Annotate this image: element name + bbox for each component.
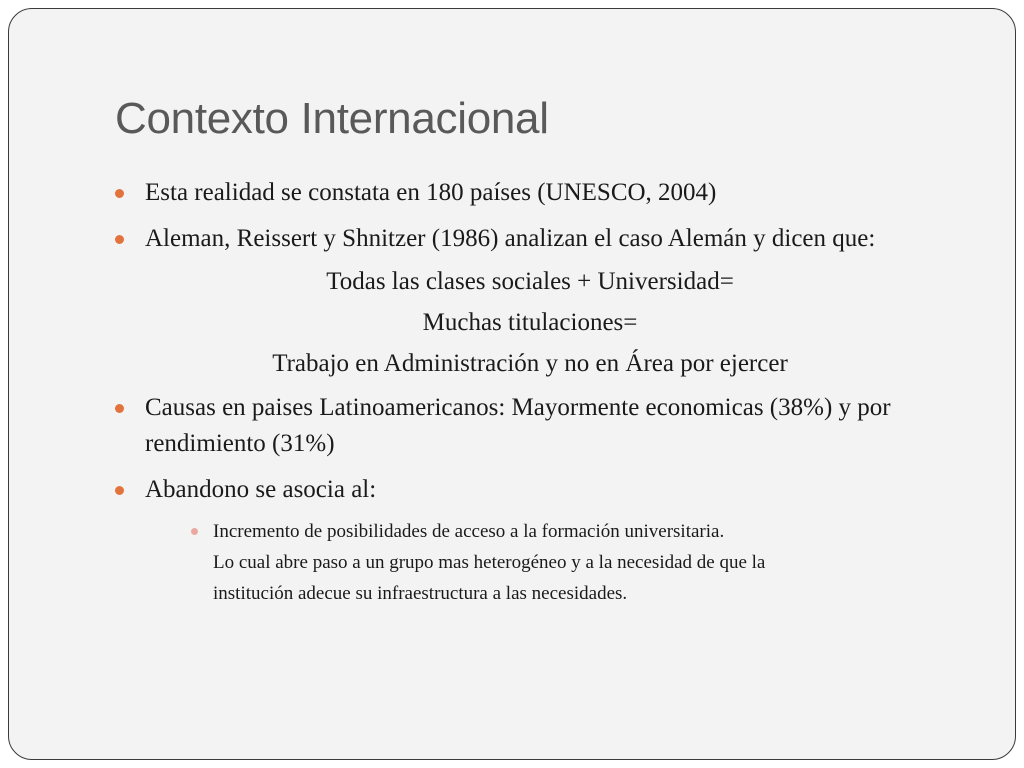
bullet-dot-icon <box>115 486 124 495</box>
sub-bullet-line: institución adecue su infraestructura a las necesidades. <box>213 583 628 604</box>
bullet-aleman <box>115 221 915 257</box>
bullet-dot-icon <box>115 404 124 413</box>
bullet-text: Esta realidad se constata en 180 países (UNESCO, 2004) <box>145 179 717 206</box>
sub-bullet-line: Incremento de posibilidades de acceso a la formación universitaria. <box>213 521 725 542</box>
formula-line: Muchas titulaciones= <box>422 309 638 336</box>
formula-line: Todas las clases sociales + Universidad= <box>326 268 734 295</box>
bullet-unesco <box>115 175 915 211</box>
slide <box>8 8 1016 760</box>
sub-bullet-line: Lo cual abre paso a un grupo mas heterogéneo y a la necesidad de que la <box>213 552 766 573</box>
bullet-abandono <box>115 472 915 508</box>
bullet-causas <box>115 390 915 462</box>
slide-body <box>115 175 915 609</box>
formula-block <box>115 261 915 384</box>
bullet-dot-icon <box>115 235 124 244</box>
bullet-text: Causas en paises Latinoamericanos: Mayormente economicas (38%) y por rendimiento (31%) <box>145 394 891 457</box>
bullet-text: Abandono se asocia al: <box>145 476 377 503</box>
formula-line: Trabajo en Administración y no en Área por ejercer <box>272 350 788 377</box>
bullet-text: Aleman, Reissert y Shnitzer (1986) analizan el caso Alemán y dicen que: <box>145 225 876 252</box>
sub-bullet-dot-icon <box>191 528 198 535</box>
sub-bullet <box>115 516 915 609</box>
bullet-dot-icon <box>115 189 124 198</box>
slide-title: Contexto Internacional <box>115 94 549 143</box>
